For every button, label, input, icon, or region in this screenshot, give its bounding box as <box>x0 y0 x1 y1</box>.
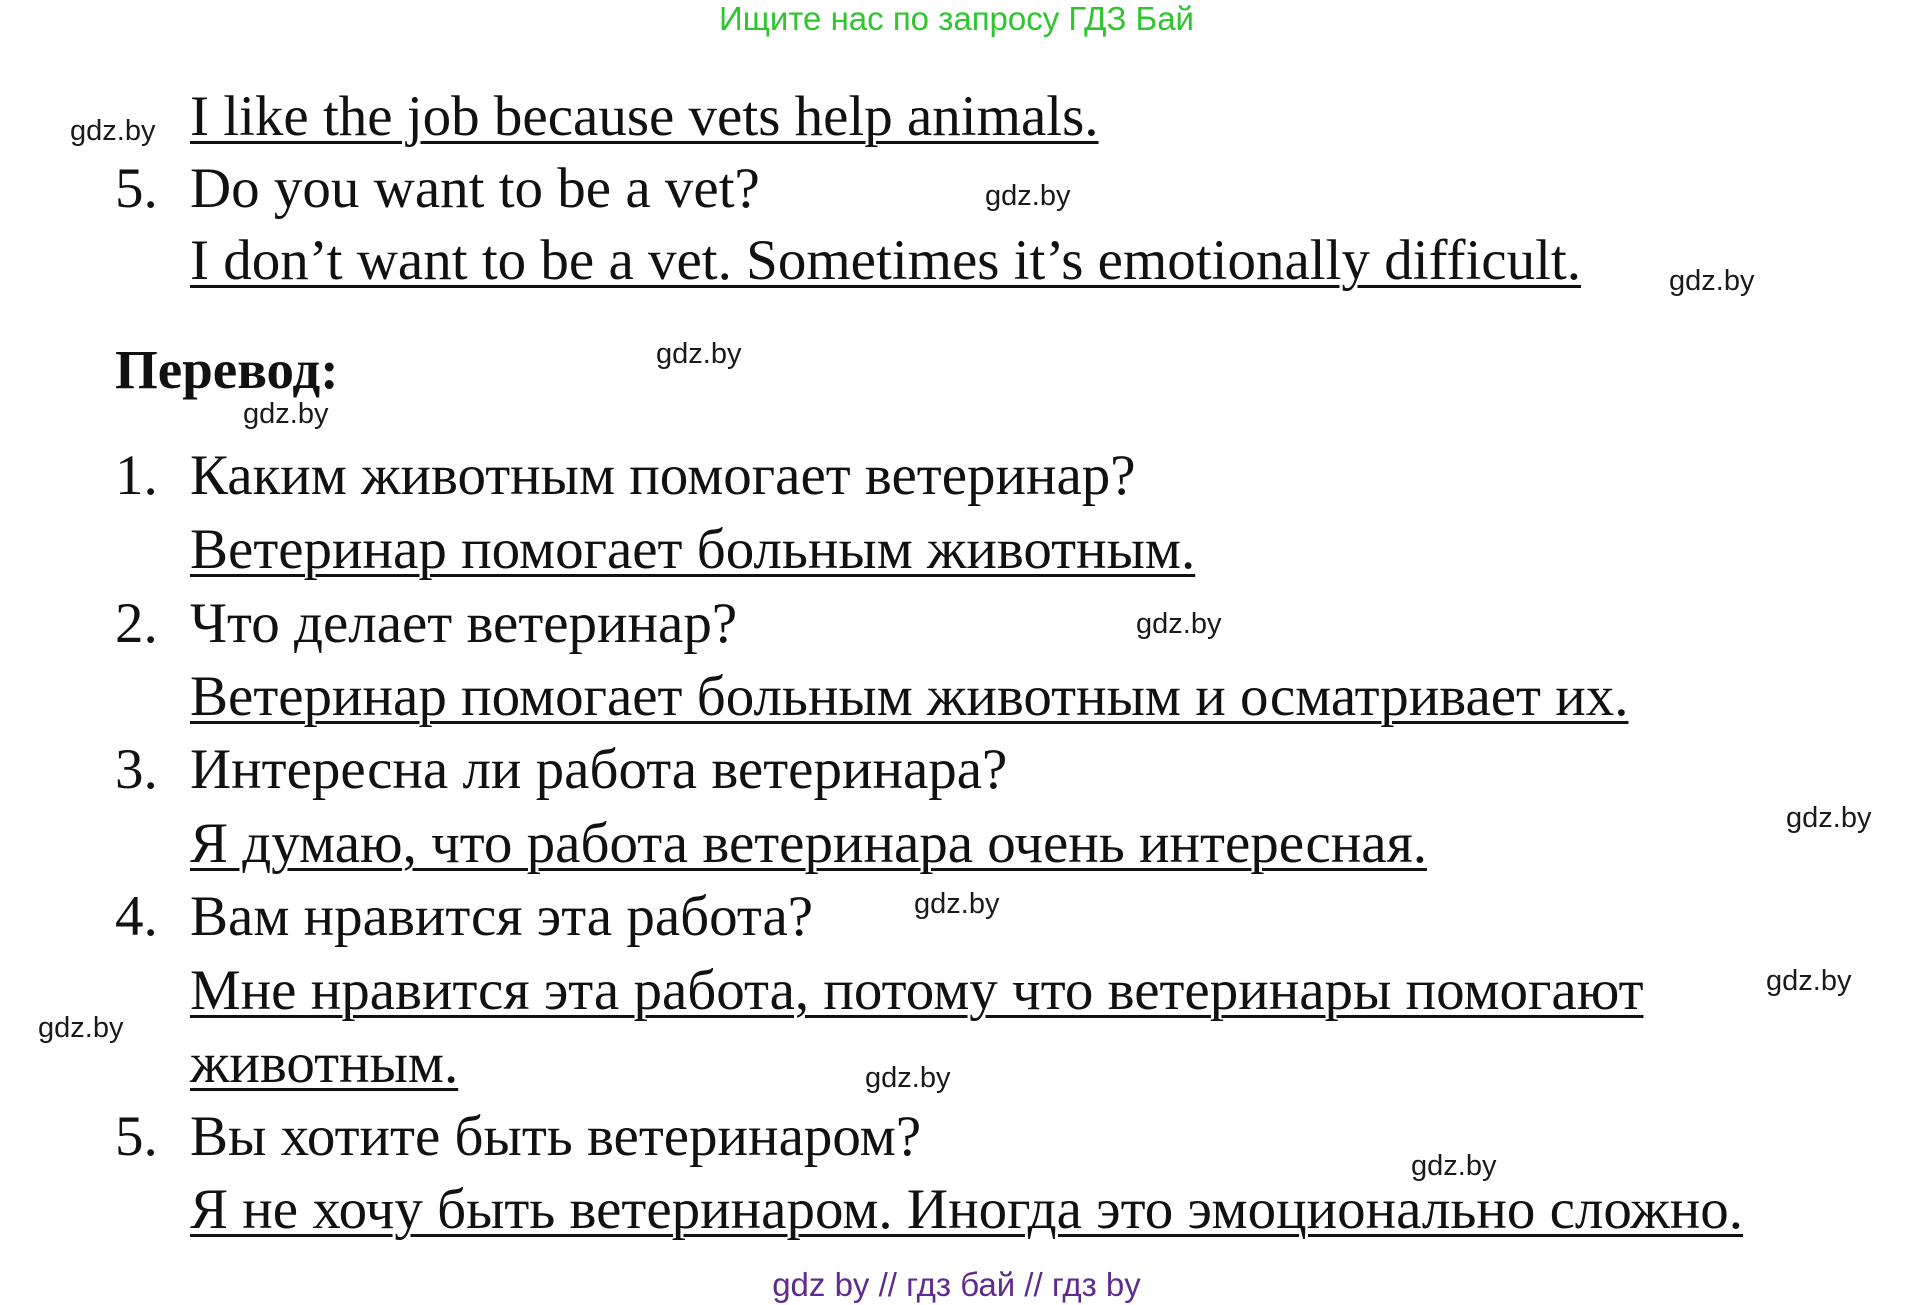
top-banner: Ищите нас по запросу ГДЗ Бай <box>719 0 1194 37</box>
watermark: gdz.by <box>914 888 1000 920</box>
translation-item4-question: Вам нравится эта работа? <box>190 885 814 948</box>
watermark: gdz.by <box>985 180 1071 212</box>
watermark: gdz.by <box>243 398 329 430</box>
english-item4-answer: I like the job because vets help animals. <box>190 85 1099 148</box>
english-item5-answer: I don’t want to be a vet. Sometimes it’s emotionally difficult. <box>190 229 1582 292</box>
watermark: gdz.by <box>1411 1150 1497 1182</box>
watermark: gdz.by <box>656 338 742 370</box>
translation-item4-answer-line2: животным. <box>190 1032 459 1095</box>
translation-item1-question: Каким животным помогает ветеринар? <box>190 444 1136 507</box>
english-item5-number: 5. <box>115 157 158 220</box>
translation-item5-number: 5. <box>115 1105 158 1168</box>
translation-item5-answer: Я не хочу быть ветеринаром. Иногда это эмоционально сложно. <box>190 1178 1744 1241</box>
translation-item3-question: Интересна ли работа ветеринара? <box>190 738 1008 801</box>
translation-heading: Перевод: <box>115 339 339 400</box>
translation-item2-question: Что делает ветеринар? <box>190 592 738 655</box>
footer: gdz by // гдз бай // гдз by <box>772 1266 1141 1303</box>
watermark: gdz.by <box>1136 608 1222 640</box>
english-item5-question: Do you want to be a vet? <box>190 157 760 220</box>
translation-item1-answer: Ветеринар помогает больным животным. <box>190 518 1196 581</box>
watermark: gdz.by <box>38 1012 124 1044</box>
translation-item2-number: 2. <box>115 592 158 655</box>
watermark: gdz.by <box>1786 802 1872 834</box>
translation-item3-answer: Я думаю, что работа ветеринара очень интересная. <box>190 812 1428 875</box>
watermark: gdz.by <box>1766 965 1852 997</box>
translation-item4-number: 4. <box>115 885 158 948</box>
translation-item2-answer: Ветеринар помогает больным животным и осматривает их. <box>190 665 1629 728</box>
watermark: gdz.by <box>865 1062 951 1094</box>
translation-item1-number: 1. <box>115 444 158 507</box>
watermark: gdz.by <box>1669 265 1755 297</box>
translation-item5-question: Вы хотите быть ветеринаром? <box>190 1105 922 1168</box>
translation-item4-answer-line1: Мне нравится эта работа, потому что ветеринары помогают <box>190 959 1644 1022</box>
watermark: gdz.by <box>70 115 156 147</box>
translation-item3-number: 3. <box>115 738 158 801</box>
